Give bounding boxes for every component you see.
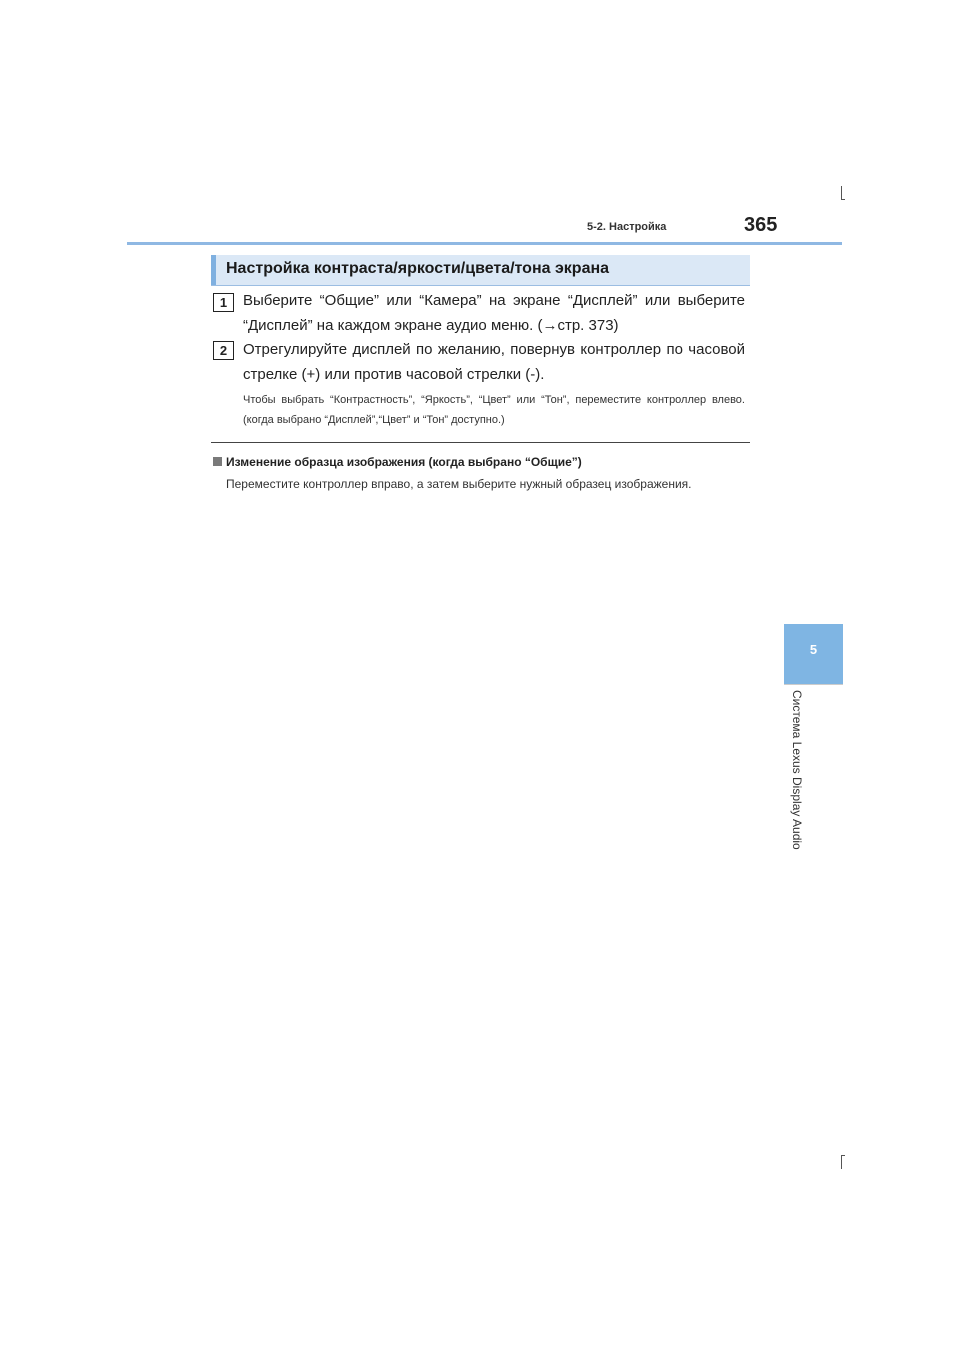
step-1-number: 1: [213, 293, 234, 312]
chapter-tab: [784, 624, 843, 684]
subsection-text: Переместите контроллер вправо, а затем выберите нужный образец изображения.: [226, 477, 692, 491]
step-2-number: 2: [213, 341, 234, 360]
crop-mark-top-tick: [841, 199, 845, 200]
square-bullet-icon: [213, 457, 222, 466]
section-label: 5-2. Настройка: [587, 221, 667, 233]
step-2-note: Чтобы выбрать “Контрастность”, “Яркость”, “Цвет” или “Тон”, переместите контроллер влево. (когда выбрано “Дисплей”,“Цвет” и “Тон” доступно.): [243, 394, 745, 426]
section-title-bar: [211, 255, 750, 286]
header-rule: [127, 242, 842, 245]
page-number: 365: [744, 214, 778, 236]
crop-mark-top: [841, 186, 842, 200]
step-2-text: Отрегулируйте дисплей по желанию, повернув контроллер по часовой стрелке (+) или против часовой стрелки (-).: [243, 341, 745, 383]
subsection-heading-text: Изменение образца изображения (когда выбрано “Общие”): [226, 455, 582, 469]
crop-mark-bottom-tick: [841, 1155, 845, 1156]
chapter-tab-rule: [784, 684, 843, 685]
chapter-tab-number: 5: [809, 642, 818, 657]
crop-mark-bottom: [841, 1155, 842, 1169]
section-divider: [211, 442, 750, 443]
step-1-text: Выберите “Общие” или “Камера” на экране “Дисплей” или выберите “Дисплей” на каждом экране аудио меню. (→стр. 373): [243, 292, 745, 334]
subsection-heading: [213, 455, 582, 469]
section-title: Настройка контраста/яркости/цвета/тона экрана: [226, 260, 610, 277]
chapter-title-vertical: Система Lexus Display Audio: [790, 690, 804, 850]
